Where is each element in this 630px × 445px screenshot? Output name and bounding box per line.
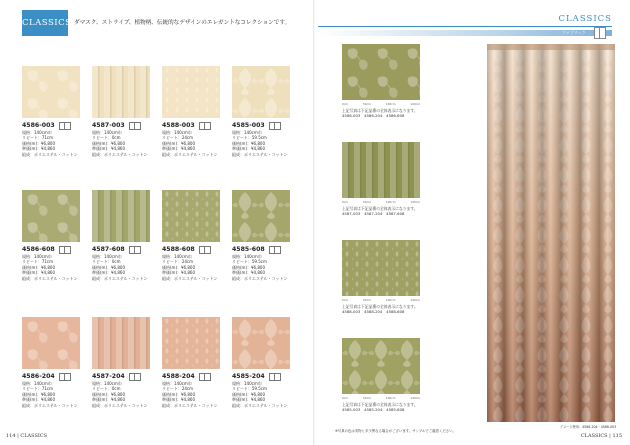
swatch-code: 4587-608 — [92, 246, 125, 253]
swatch-repeat: リピート：71cm — [22, 259, 54, 265]
fabric-swatch-4586-608 — [22, 190, 80, 242]
scale-label: 100cm — [385, 200, 396, 204]
swatch-width: 規格：140cm巾 — [22, 381, 52, 386]
page-footer-left: 114 | CLASSICS — [6, 433, 48, 439]
fabric-swatch-4587-204 — [92, 317, 150, 369]
fabric-swatch-4586-204 — [22, 317, 80, 369]
full-pattern-caption — [342, 206, 442, 216]
full-pattern-image — [342, 142, 420, 198]
swatch-repeat: リピート：24cm — [162, 135, 194, 141]
caption-text: 上記写真は下記品番の全体表示になります。 — [342, 206, 418, 211]
curtain-caption: イメージ使用：4586-204・4586-003 — [560, 425, 617, 429]
fabric-swatch-4585-003 — [232, 66, 290, 118]
scale-label: 0cm — [342, 396, 349, 400]
swatch-spec — [92, 373, 162, 408]
scale-label: 50cm — [363, 396, 371, 400]
caption-codes: 4585-003 4585-204 4585-608 — [342, 407, 405, 412]
fabric-width-icon — [59, 122, 71, 130]
swatch-repeat: リピート：71cm — [22, 386, 54, 392]
fabric-width-icon — [269, 246, 281, 254]
swatch-code: 4586-608 — [22, 246, 55, 253]
swatch-spec — [162, 246, 232, 281]
swatch-code: 4586-204 — [22, 373, 55, 380]
scale-label: 50cm — [363, 102, 371, 106]
scale-label: 0cm — [342, 102, 349, 106]
swatch-repeat: リピート：24cm — [162, 259, 194, 265]
swatch-composition: 組成：ポリエステル・コットン — [232, 275, 288, 281]
swatch-width: 規格：140cm巾 — [22, 130, 52, 135]
brand-logo: CLASSICS — [22, 10, 68, 36]
swatch-price: 価格(m)：¥6,800 — [232, 140, 266, 146]
fabric-width-icon — [129, 246, 141, 254]
swatch-unit-price: 準価(m)：¥4,860 — [162, 397, 196, 403]
swatch-width: 規格：140cm巾 — [162, 254, 192, 259]
swatch-spec — [162, 122, 232, 157]
fabric-swatch-4587-003 — [92, 66, 150, 118]
swatch-width: 規格：140cm巾 — [22, 254, 52, 259]
scale-ruler — [342, 102, 420, 106]
fabric-width-icon — [594, 27, 606, 39]
subtitle-text: ファブリック — [562, 30, 586, 35]
swatch-composition: 組成：ポリエステル・コットン — [22, 275, 78, 281]
scale-ruler — [342, 396, 420, 400]
swatch-composition: 組成：ポリエステル・コットン — [232, 402, 288, 408]
curtain-photo — [487, 44, 615, 422]
scale-ruler — [342, 200, 420, 204]
curtain-image — [487, 44, 615, 422]
swatch-unit-price: 準価(m)：¥4,860 — [162, 146, 196, 152]
swatch-price: 価格(m)：¥6,800 — [92, 140, 126, 146]
header-rule — [318, 26, 612, 27]
color-note: ※写真の色は実物と多少異なる場合がございます。サンプルでご確認ください。 — [335, 429, 456, 433]
caption-codes: 4588-003 4588-204 4588-608 — [342, 309, 405, 314]
scale-ruler — [342, 298, 420, 302]
swatch-repeat: リピート：0cm — [92, 135, 121, 141]
fabric-width-icon — [269, 122, 281, 130]
swatch-price: 価格(m)：¥6,800 — [22, 391, 56, 397]
swatch-code: 4587-003 — [92, 122, 125, 129]
full-pattern-caption — [342, 108, 442, 118]
fabric-width-icon — [129, 373, 141, 381]
swatch-unit-price: 準価(m)：¥4,860 — [22, 397, 56, 403]
fabric-width-icon — [199, 122, 211, 130]
swatch-composition: 組成：ポリエステル・コットン — [22, 151, 78, 157]
scale-label: 140cm — [410, 200, 420, 204]
swatch-width: 規格：140cm巾 — [92, 254, 122, 259]
swatch-width: 規格：140cm巾 — [162, 381, 192, 386]
fabric-width-icon — [199, 373, 211, 381]
swatch-spec — [232, 122, 302, 157]
scale-label: 140cm — [410, 396, 420, 400]
swatch-code: 4585-204 — [232, 373, 265, 380]
fabric-swatch-4585-204 — [232, 317, 290, 369]
swatch-repeat: リピート：24cm — [162, 386, 194, 392]
swatch-unit-price: 準価(m)：¥4,860 — [162, 270, 196, 276]
swatch-repeat: リピート：0cm — [92, 259, 121, 265]
scale-label: 100cm — [385, 102, 396, 106]
swatch-repeat: リピート：71cm — [22, 135, 54, 141]
caption-text: 上記写真は下記品番の全体表示になります。 — [342, 402, 418, 407]
swatch-code: 4585-608 — [232, 246, 265, 253]
swatch-price: 価格(m)：¥6,800 — [232, 391, 266, 397]
scale-label: 140cm — [410, 298, 420, 302]
swatch-width: 規格：140cm巾 — [232, 130, 262, 135]
swatch-spec — [22, 373, 92, 408]
right-page — [315, 0, 630, 445]
swatch-composition: 組成：ポリエステル・コットン — [162, 151, 218, 157]
swatch-code: 4588-204 — [162, 373, 195, 380]
swatch-spec — [162, 373, 232, 408]
scale-label: 50cm — [363, 200, 371, 204]
swatch-width: 規格：140cm巾 — [162, 130, 192, 135]
swatch-composition: 組成：ポリエステル・コットン — [162, 402, 218, 408]
swatch-price: 価格(m)：¥6,800 — [232, 264, 266, 270]
full-pattern-caption — [342, 304, 442, 314]
page-footer-right: CLASSICS | 115 — [580, 433, 622, 439]
swatch-spec — [92, 246, 162, 281]
swatch-unit-price: 準価(m)：¥4,860 — [92, 146, 126, 152]
scale-label: 100cm — [385, 396, 396, 400]
swatch-spec — [232, 246, 302, 281]
swatch-width: 規格：140cm巾 — [232, 381, 262, 386]
scale-label: 0cm — [342, 298, 349, 302]
collection-description: ダマスク、ストライプ、植物柄、伝統的なデザインのエレガントなコレクションです。 — [74, 20, 291, 26]
swatch-code: 4587-204 — [92, 373, 125, 380]
swatch-price: 価格(m)：¥6,800 — [22, 140, 56, 146]
swatch-code: 4588-003 — [162, 122, 195, 129]
swatch-composition: 組成：ポリエステル・コットン — [232, 151, 288, 157]
fabric-width-icon — [59, 246, 71, 254]
swatch-price: 価格(m)：¥6,800 — [92, 264, 126, 270]
swatch-width: 規格：140cm巾 — [92, 381, 122, 386]
swatch-price: 価格(m)：¥6,800 — [162, 391, 196, 397]
fabric-swatch-4588-204 — [162, 317, 220, 369]
fabric-swatch-4588-608 — [162, 190, 220, 242]
fabric-width-icon — [129, 122, 141, 130]
swatch-spec — [22, 246, 92, 281]
swatch-repeat: リピート：59.5cm — [232, 259, 267, 265]
full-pattern-image — [342, 240, 420, 296]
swatch-composition: 組成：ポリエステル・コットン — [92, 275, 148, 281]
swatch-repeat: リピート：0cm — [92, 386, 121, 392]
full-pattern-image — [342, 44, 420, 100]
brand-title-right: CLASSICS — [558, 14, 612, 24]
swatch-repeat: リピート：59.5cm — [232, 135, 267, 141]
fabric-swatch-4587-608 — [92, 190, 150, 242]
fabric-width-icon — [59, 373, 71, 381]
scale-label: 140cm — [410, 102, 420, 106]
swatch-unit-price: 準価(m)：¥4,860 — [22, 146, 56, 152]
full-pattern-image — [342, 338, 420, 394]
swatch-repeat: リピート：59.5cm — [232, 386, 267, 392]
full-pattern-caption — [342, 402, 442, 412]
fabric-swatch-4585-608 — [232, 190, 290, 242]
fabric-swatch-4586-003 — [22, 66, 80, 118]
swatch-price: 価格(m)：¥6,800 — [92, 391, 126, 397]
swatch-spec — [232, 373, 302, 408]
caption-text: 上記写真は下記品番の全体表示になります。 — [342, 108, 418, 113]
swatch-width: 規格：140cm巾 — [232, 254, 262, 259]
swatch-unit-price: 準価(m)：¥4,860 — [232, 270, 266, 276]
scale-label: 50cm — [363, 298, 371, 302]
swatch-spec — [92, 122, 162, 157]
swatch-unit-price: 準価(m)：¥4,860 — [92, 270, 126, 276]
swatch-unit-price: 準価(m)：¥4,860 — [232, 146, 266, 152]
caption-codes: 4586-003 4586-204 4586-608 — [342, 113, 405, 118]
swatch-composition: 組成：ポリエステル・コットン — [92, 151, 148, 157]
swatch-price: 価格(m)：¥6,800 — [22, 264, 56, 270]
swatch-composition: 組成：ポリエステル・コットン — [162, 275, 218, 281]
swatch-price: 価格(m)：¥6,800 — [162, 264, 196, 270]
swatch-width: 規格：140cm巾 — [92, 130, 122, 135]
caption-codes: 4587-003 4587-204 4587-608 — [342, 211, 405, 216]
scale-label: 0cm — [342, 200, 349, 204]
caption-text: 上記写真は下記品番の全体表示になります。 — [342, 304, 418, 309]
swatch-composition: 組成：ポリエステル・コットン — [22, 402, 78, 408]
fabric-width-icon — [269, 373, 281, 381]
swatch-unit-price: 準価(m)：¥4,860 — [92, 397, 126, 403]
swatch-spec — [22, 122, 92, 157]
swatch-code: 4586-003 — [22, 122, 55, 129]
swatch-code: 4585-003 — [232, 122, 265, 129]
swatch-unit-price: 準価(m)：¥4,860 — [22, 270, 56, 276]
fabric-swatch-4588-003 — [162, 66, 220, 118]
swatch-composition: 組成：ポリエステル・コットン — [92, 402, 148, 408]
scale-label: 100cm — [385, 298, 396, 302]
swatch-unit-price: 準価(m)：¥4,860 — [232, 397, 266, 403]
swatch-price: 価格(m)：¥6,800 — [162, 140, 196, 146]
fabric-width-icon — [199, 246, 211, 254]
swatch-code: 4588-608 — [162, 246, 195, 253]
